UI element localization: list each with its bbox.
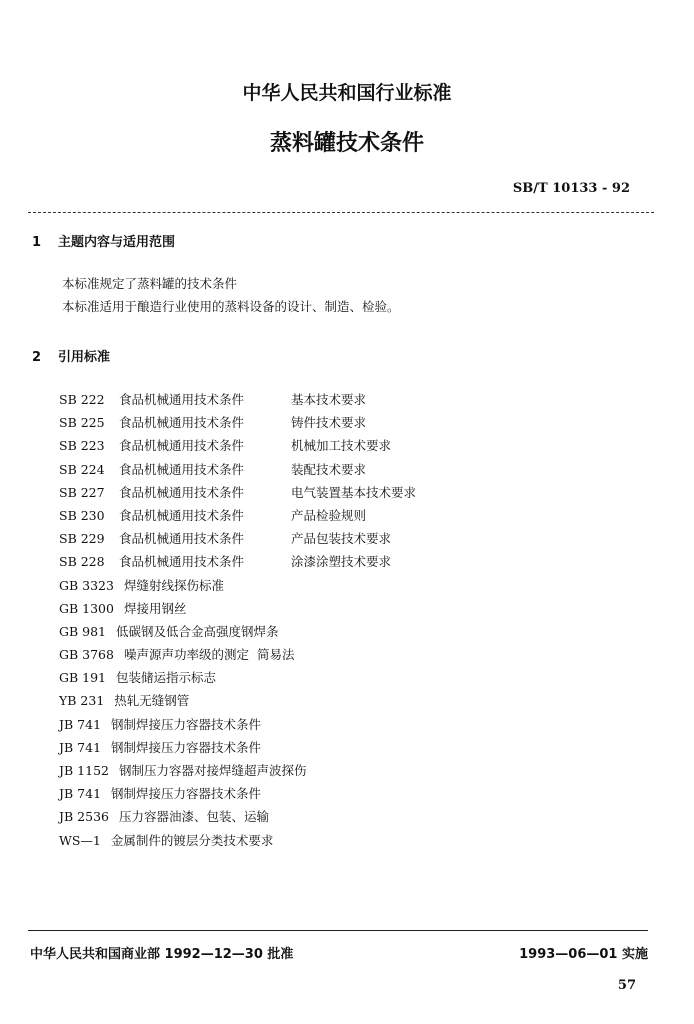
reference-subtitle: 涂漆涂塑技术要求	[291, 554, 392, 570]
section-2-heading	[32, 346, 110, 365]
reference-item	[59, 736, 416, 759]
reference-title: 钢制压力容器对接焊缝超声波探伤	[118, 763, 307, 778]
reference-title: 食品机械通用技术条件	[119, 438, 245, 454]
reference-item	[59, 411, 416, 434]
page-number: 57	[617, 978, 636, 993]
section-2-number: 2	[32, 350, 42, 365]
reference-title: 钢制焊接压力容器技术条件	[111, 716, 262, 732]
reference-code: SB 229	[59, 531, 105, 547]
reference-title: 焊缝射线探伤标准	[123, 577, 224, 593]
reference-title: 食品机械通用技术条件	[119, 531, 245, 547]
reference-title: 低碳钢及低合金高强度钢焊条	[116, 623, 279, 639]
reference-item	[59, 782, 416, 805]
reference-code: GB 1300	[59, 600, 114, 616]
reference-title: 食品机械通用技术条件	[119, 507, 245, 523]
section-1-number: 1	[32, 235, 42, 250]
reference-item	[59, 759, 416, 782]
reference-item	[59, 643, 416, 666]
reference-title: 钢制焊接压力容器技术条件	[111, 786, 262, 802]
reference-code: SB 228	[59, 554, 105, 570]
reference-subtitle: 简易法	[256, 647, 295, 663]
standard-code: SB/T 10133 - 92	[512, 181, 630, 196]
reference-title: 包装储运指示标志	[116, 670, 217, 686]
reference-item	[59, 713, 416, 736]
reference-item	[59, 620, 416, 643]
reference-code: GB 3323	[59, 577, 114, 593]
reference-item	[59, 504, 416, 527]
reference-subtitle: 产品包装技术要求	[291, 531, 392, 547]
reference-subtitle: 电气装置基本技术要求	[291, 484, 417, 500]
reference-item	[59, 481, 416, 504]
reference-subtitle: 基本技术要求	[291, 392, 367, 407]
reference-title: 钢制焊接压力容器技术条件	[111, 739, 262, 755]
approval-line: 中华人民共和国商业部 1992—12—30 批准	[30, 947, 294, 962]
reference-subtitle: 铸件技术要求	[291, 415, 367, 431]
scope-line-2: 本标准适用于酿造行业使用的蒸料设备的设计、制造、检验。	[62, 299, 400, 314]
reference-list	[59, 388, 416, 852]
reference-code: SB 227	[59, 484, 105, 500]
reference-item	[59, 805, 416, 828]
reference-title: 食品机械通用技术条件	[119, 461, 245, 477]
reference-item	[59, 458, 416, 481]
reference-item	[59, 550, 416, 573]
reference-code: GB 3768	[59, 647, 114, 663]
footer-divider	[28, 930, 648, 931]
reference-code: GB 981	[59, 623, 107, 639]
reference-item	[59, 666, 416, 689]
reference-code: WS—1	[59, 832, 101, 848]
reference-item	[59, 574, 416, 597]
reference-subtitle: 机械加工技术要求	[291, 438, 392, 454]
reference-code: SB 224	[59, 461, 105, 477]
scope-line-1: 本标准规定了蒸料罐的技术条件	[62, 276, 238, 291]
reference-item	[59, 829, 416, 852]
section-2-title: 引用标准	[58, 350, 111, 365]
reference-title: 食品机械通用技术条件	[119, 415, 245, 431]
reference-code: JB 741	[59, 716, 102, 732]
reference-code: SB 223	[59, 438, 105, 454]
reference-item	[59, 527, 416, 550]
reference-code: JB 741	[59, 786, 102, 802]
section-1-heading	[32, 231, 175, 250]
reference-code: SB 230	[59, 507, 105, 523]
reference-item	[59, 689, 416, 712]
implementation-date: 1993—06—01 实施	[519, 947, 648, 962]
reference-title: 压力容器油漆、包装、运输	[118, 809, 269, 825]
reference-item	[59, 434, 416, 457]
document-title: 蒸料罐技术条件	[269, 131, 424, 156]
header-divider	[28, 212, 654, 213]
reference-code: JB 2536	[59, 809, 109, 825]
reference-code: YB 231	[59, 693, 105, 709]
reference-subtitle: 产品检验规则	[291, 507, 367, 523]
reference-code: JB 1152	[59, 763, 109, 778]
reference-code: JB 741	[59, 739, 102, 755]
reference-code: SB 222	[59, 392, 105, 407]
reference-title: 热轧无缝钢管	[114, 693, 190, 709]
reference-item	[59, 597, 416, 620]
reference-title: 噪声源声功率级的测定	[123, 647, 249, 663]
reference-code: SB 225	[59, 415, 105, 431]
reference-title: 食品机械通用技术条件	[119, 392, 245, 407]
reference-code: GB 191	[59, 670, 107, 686]
reference-item	[59, 388, 416, 411]
reference-subtitle: 装配技术要求	[291, 461, 367, 477]
reference-title: 金属制件的镀层分类技术要求	[110, 832, 274, 848]
standard-category: 中华人民共和国行业标准	[242, 82, 452, 104]
reference-title: 食品机械通用技术条件	[119, 484, 245, 500]
section-1-title: 主题内容与适用范围	[58, 235, 176, 250]
reference-title: 焊接用钢丝	[123, 600, 187, 616]
reference-title: 食品机械通用技术条件	[119, 554, 245, 570]
